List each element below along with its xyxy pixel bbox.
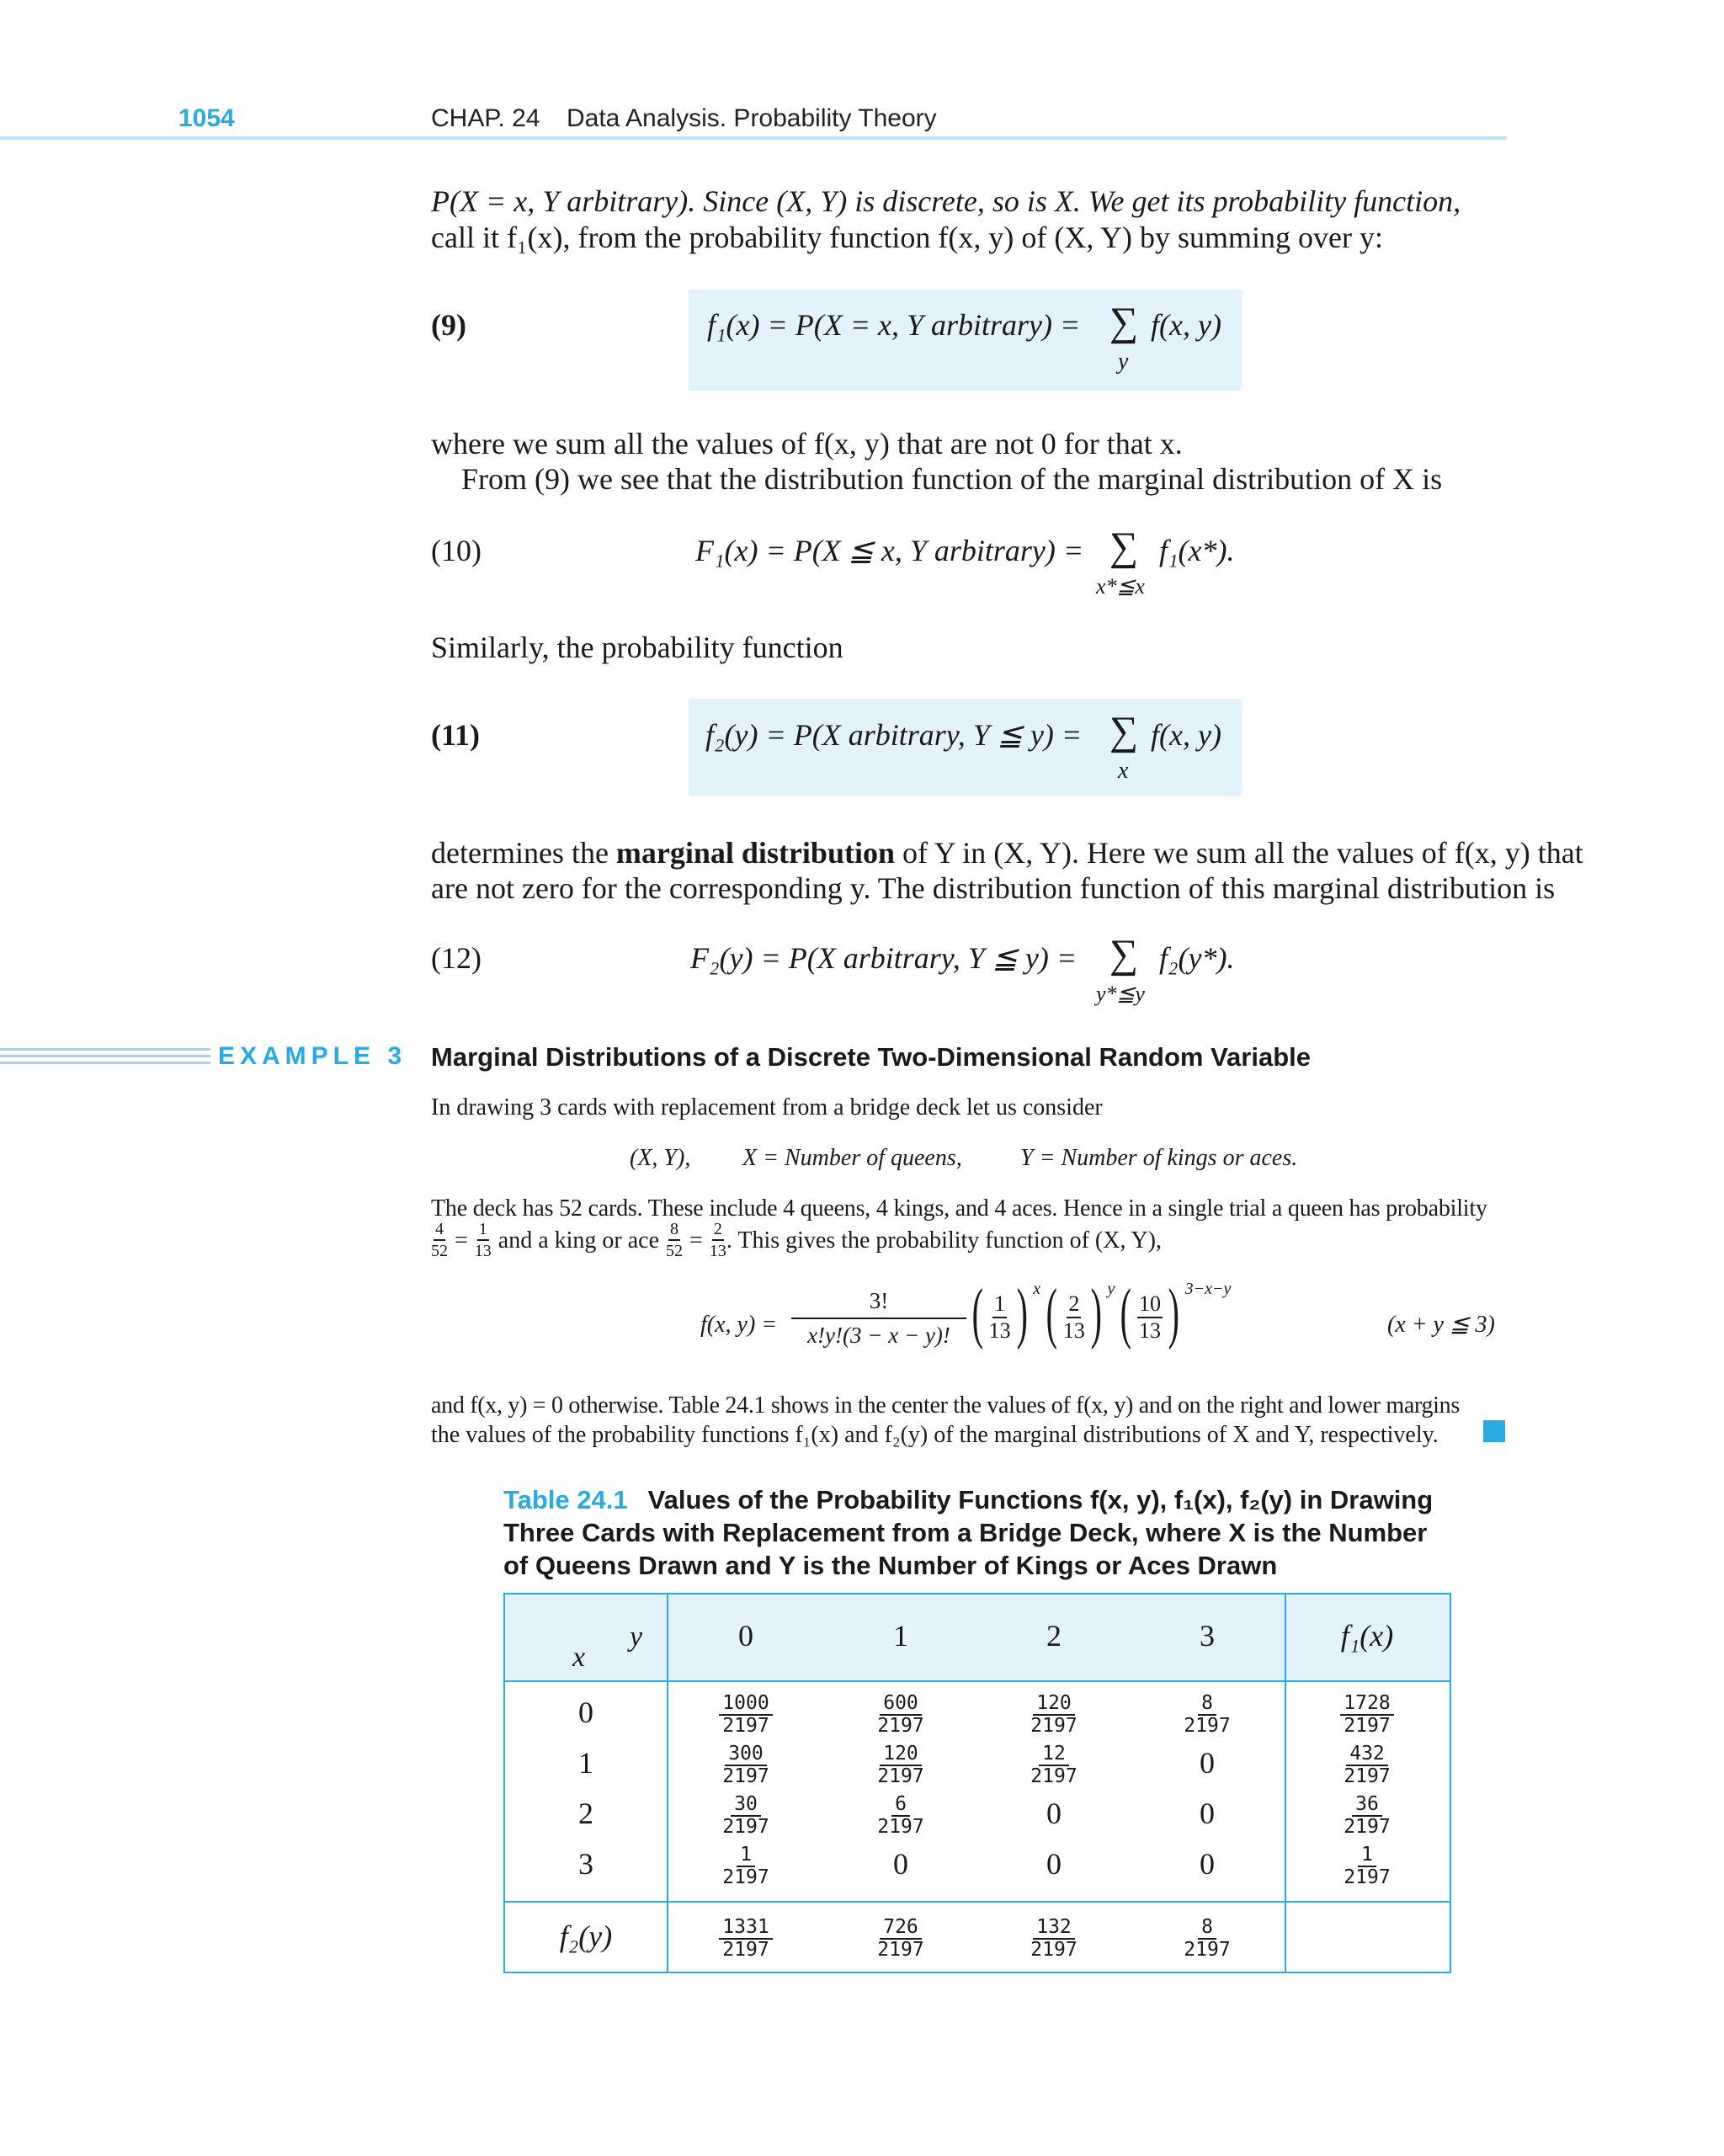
power-2: ( $\frac{2}{13}$ ) y (1046, 1276, 1115, 1350)
caption-line-3: of Queens Drawn and Y is the Number of Kings or Aces Drawn (503, 1551, 1278, 1580)
table-vline-2 (1285, 1593, 1286, 1973)
table-vline-1 (667, 1593, 668, 1973)
equation-12-sum: ∑ (1109, 932, 1139, 977)
table-col-header: 0 (738, 1619, 753, 1653)
eq-sign-b: = (689, 1227, 703, 1254)
equation-11-rhs: f(x, y) (1151, 718, 1221, 752)
paragraph-2-line-2: From (9) we see that the distribution function of the marginal distribution of X is (461, 462, 1443, 496)
example-line-1: In drawing 3 cards with replacement from a bridge deck let us consider (431, 1094, 1103, 1121)
example-line-5: the values of the probability functions f₁(x) and f₂(y) of the marginal distributions of X and Y, respectively. (431, 1422, 1439, 1448)
paragraph-4-bold-term: marginal distribution (615, 836, 895, 870)
equation-10-sum: ∑ (1109, 524, 1139, 569)
factorial-num: 3! (791, 1288, 966, 1319)
table-caption (503, 1483, 1463, 1582)
paragraph-4-line-1 (431, 835, 1583, 871)
table-cell-fraction: 120 2197 (1030, 1692, 1078, 1737)
equation-12-rhs: f₂(y*). (1159, 941, 1235, 975)
header-rule (0, 136, 1507, 140)
frac-queen-b: $\frac{1}{13}$ (474, 1220, 492, 1260)
paragraph-1-line-2: call it f₁(x), from the probability function f(x, y) of (X, Y) by summing over y: (431, 221, 1383, 254)
equation-11-sub: x (1118, 758, 1129, 784)
table-corner-y: y (630, 1621, 643, 1653)
table-cell-fraction: 120 2197 (877, 1743, 924, 1787)
table-col-header: 2 (1046, 1619, 1062, 1653)
table-row-header: 3 (578, 1847, 593, 1881)
table-label: Table 24.1 (503, 1485, 628, 1515)
example-rule-1 (0, 1048, 210, 1051)
table-cell-fraction: 432 2197 (1344, 1743, 1391, 1787)
example-def-x: X = Number of queens, (742, 1145, 962, 1171)
paragraph-3: Similarly, the probability function (431, 631, 843, 664)
table-cell-fraction: 1331 2197 (695, 1918, 796, 1960)
table-cell-fraction: 726 2197 (877, 1916, 924, 1961)
table-cell: 0 (1046, 1797, 1062, 1830)
equation-12-sub: y*≦y (1096, 982, 1145, 1006)
table-cell-fraction: 8 2197 (1184, 1916, 1231, 1961)
paragraph-4-post: of Y in (X, Y). Here we sum all the values of f(x, y) that (894, 836, 1583, 870)
example-rule-2 (0, 1055, 210, 1057)
table-cell-fraction: 1728 2197 (1317, 1694, 1418, 1736)
table-hline-1 (503, 1680, 1451, 1682)
example-def-y: Y = Number of kings or aces. (1020, 1145, 1298, 1171)
table-cell-fraction: 30 2197 (722, 1793, 769, 1838)
table-row-header: f₂(y) (559, 1919, 613, 1953)
factorial-den: x!y!(3 − x − y)! (807, 1323, 950, 1348)
example-line-4: and f(x, y) = 0 otherwise. Table 24.1 shows in the center the values of f(x, y) and on the right and lower margins (431, 1392, 1460, 1419)
equation-9-rhs: f(x, y) (1151, 308, 1221, 342)
table-corner-x: x (572, 1642, 586, 1673)
table-cell-fraction: 6 2197 (877, 1793, 924, 1838)
example-rule-3 (0, 1062, 210, 1064)
table-col-header: f₁(x) (1340, 1619, 1394, 1653)
formula-lhs: f(x, y) = (700, 1312, 778, 1338)
chapter-title: Data Analysis. Probability Theory (567, 104, 937, 132)
frac-king-a: $\frac{8}{52}$ (666, 1220, 684, 1260)
paragraph-4-line-2: are not zero for the corresponding y. The distribution function of this marginal distribution is (431, 871, 1556, 905)
table-row-header: 1 (578, 1746, 593, 1780)
end-of-example-mark (1483, 1420, 1505, 1442)
table-cell-fraction: 1 2197 (1344, 1844, 1391, 1888)
formula-powers (966, 1276, 1232, 1350)
example-line-3 (431, 1221, 1162, 1259)
table-hline-2 (503, 1901, 1451, 1903)
table-col-header: 3 (1200, 1619, 1215, 1653)
power-3: ( $\frac{10}{13}$ ) 3−x−y (1120, 1276, 1232, 1350)
table-cell-fraction: 600 2197 (877, 1692, 924, 1737)
equation-11-lhs: f₂(y) = P(X arbitrary, Y ≦ y) = (705, 718, 1083, 752)
equation-9-lhs: f₁(x) = P(X = x, Y arbitrary) = (707, 308, 1081, 342)
power-1: ( $\frac{1}{13}$ ) x (971, 1276, 1041, 1350)
equation-10-lhs: F₁(x) = P(X ≦ x, Y arbitrary) = (695, 534, 1084, 567)
table-cell: 0 (1046, 1847, 1062, 1881)
example-label: EXAMPLE 3 (215, 1042, 410, 1071)
equation-10-sub: x*≦x (1096, 574, 1145, 599)
table-row-header: 2 (578, 1797, 593, 1830)
king-ace-text: and a king or ace (498, 1227, 660, 1254)
example-title: Marginal Distributions of a Discrete Two-Dimensional Random Variable (431, 1042, 1312, 1072)
example-def-xy: (X, Y), (630, 1145, 691, 1171)
caption-line-2: Three Cards with Replacement from a Bridge Deck, where X is the Number (503, 1518, 1428, 1547)
paragraph-2-line-1: where we sum all the values of f(x, y) that are not 0 for that x. (431, 427, 1183, 460)
frac-king-b: $\frac{2}{13}$ (709, 1220, 726, 1260)
table-cell-fraction: 8 2197 (1184, 1692, 1231, 1737)
equation-9-number: (9) (431, 308, 466, 342)
page-number: 1054 (178, 104, 235, 132)
table-cell: 0 (893, 1847, 908, 1881)
table-cell-fraction: 300 2197 (722, 1743, 769, 1787)
paragraph-4-pre: determines the (431, 836, 616, 870)
equation-9-sub: y (1118, 349, 1129, 375)
table-cell-fraction: 36 2197 (1344, 1793, 1391, 1838)
example-line-2: The deck has 52 cards. These include 4 queens, 4 kings, and 4 aces. Hence in a single trial a queen has probability (431, 1195, 1487, 1222)
equation-9-sum: ∑ (1109, 300, 1139, 344)
formula-condition: (x + y ≦ 3) (1387, 1312, 1495, 1338)
equation-11-sum: ∑ (1109, 709, 1139, 753)
eq-sign-a: = (455, 1227, 468, 1254)
table-cell: 0 (1200, 1797, 1215, 1830)
equation-11-number: (11) (431, 718, 480, 752)
table-cell: 0 (1200, 1746, 1215, 1780)
frac-queen-a: $\frac{4}{52}$ (431, 1220, 448, 1260)
table-col-header: 1 (893, 1619, 908, 1653)
table-cell: 0 (1200, 1847, 1215, 1881)
table-cell-fraction: 1 2197 (722, 1844, 769, 1888)
equation-12-lhs: F₂(y) = P(X arbitrary, Y ≦ y) = (690, 941, 1078, 975)
chapter-label: CHAP. 24 (431, 104, 540, 132)
equation-10-rhs: f₁(x*). (1159, 534, 1235, 567)
table-cell-fraction: 12 2197 (1030, 1743, 1078, 1787)
formula-factorial (791, 1288, 966, 1349)
caption-line-1: Values of the Probability Functions f(x, y), f₁(x), f₂(y) in Drawing (647, 1485, 1434, 1515)
equation-10-number: (10) (431, 534, 482, 567)
table-row-header: 0 (578, 1696, 593, 1729)
line-3-tail: . This gives the probability function of (X, Y), (726, 1227, 1162, 1254)
table-cell-fraction: 1000 2197 (695, 1694, 796, 1736)
paragraph-1-line-1: P(X = x, Y arbitrary). Since (X, Y) is discrete, so is X. We get its probability function, (431, 184, 1461, 218)
equation-12-number: (12) (431, 941, 482, 975)
table-cell-fraction: 132 2197 (1030, 1916, 1078, 1961)
